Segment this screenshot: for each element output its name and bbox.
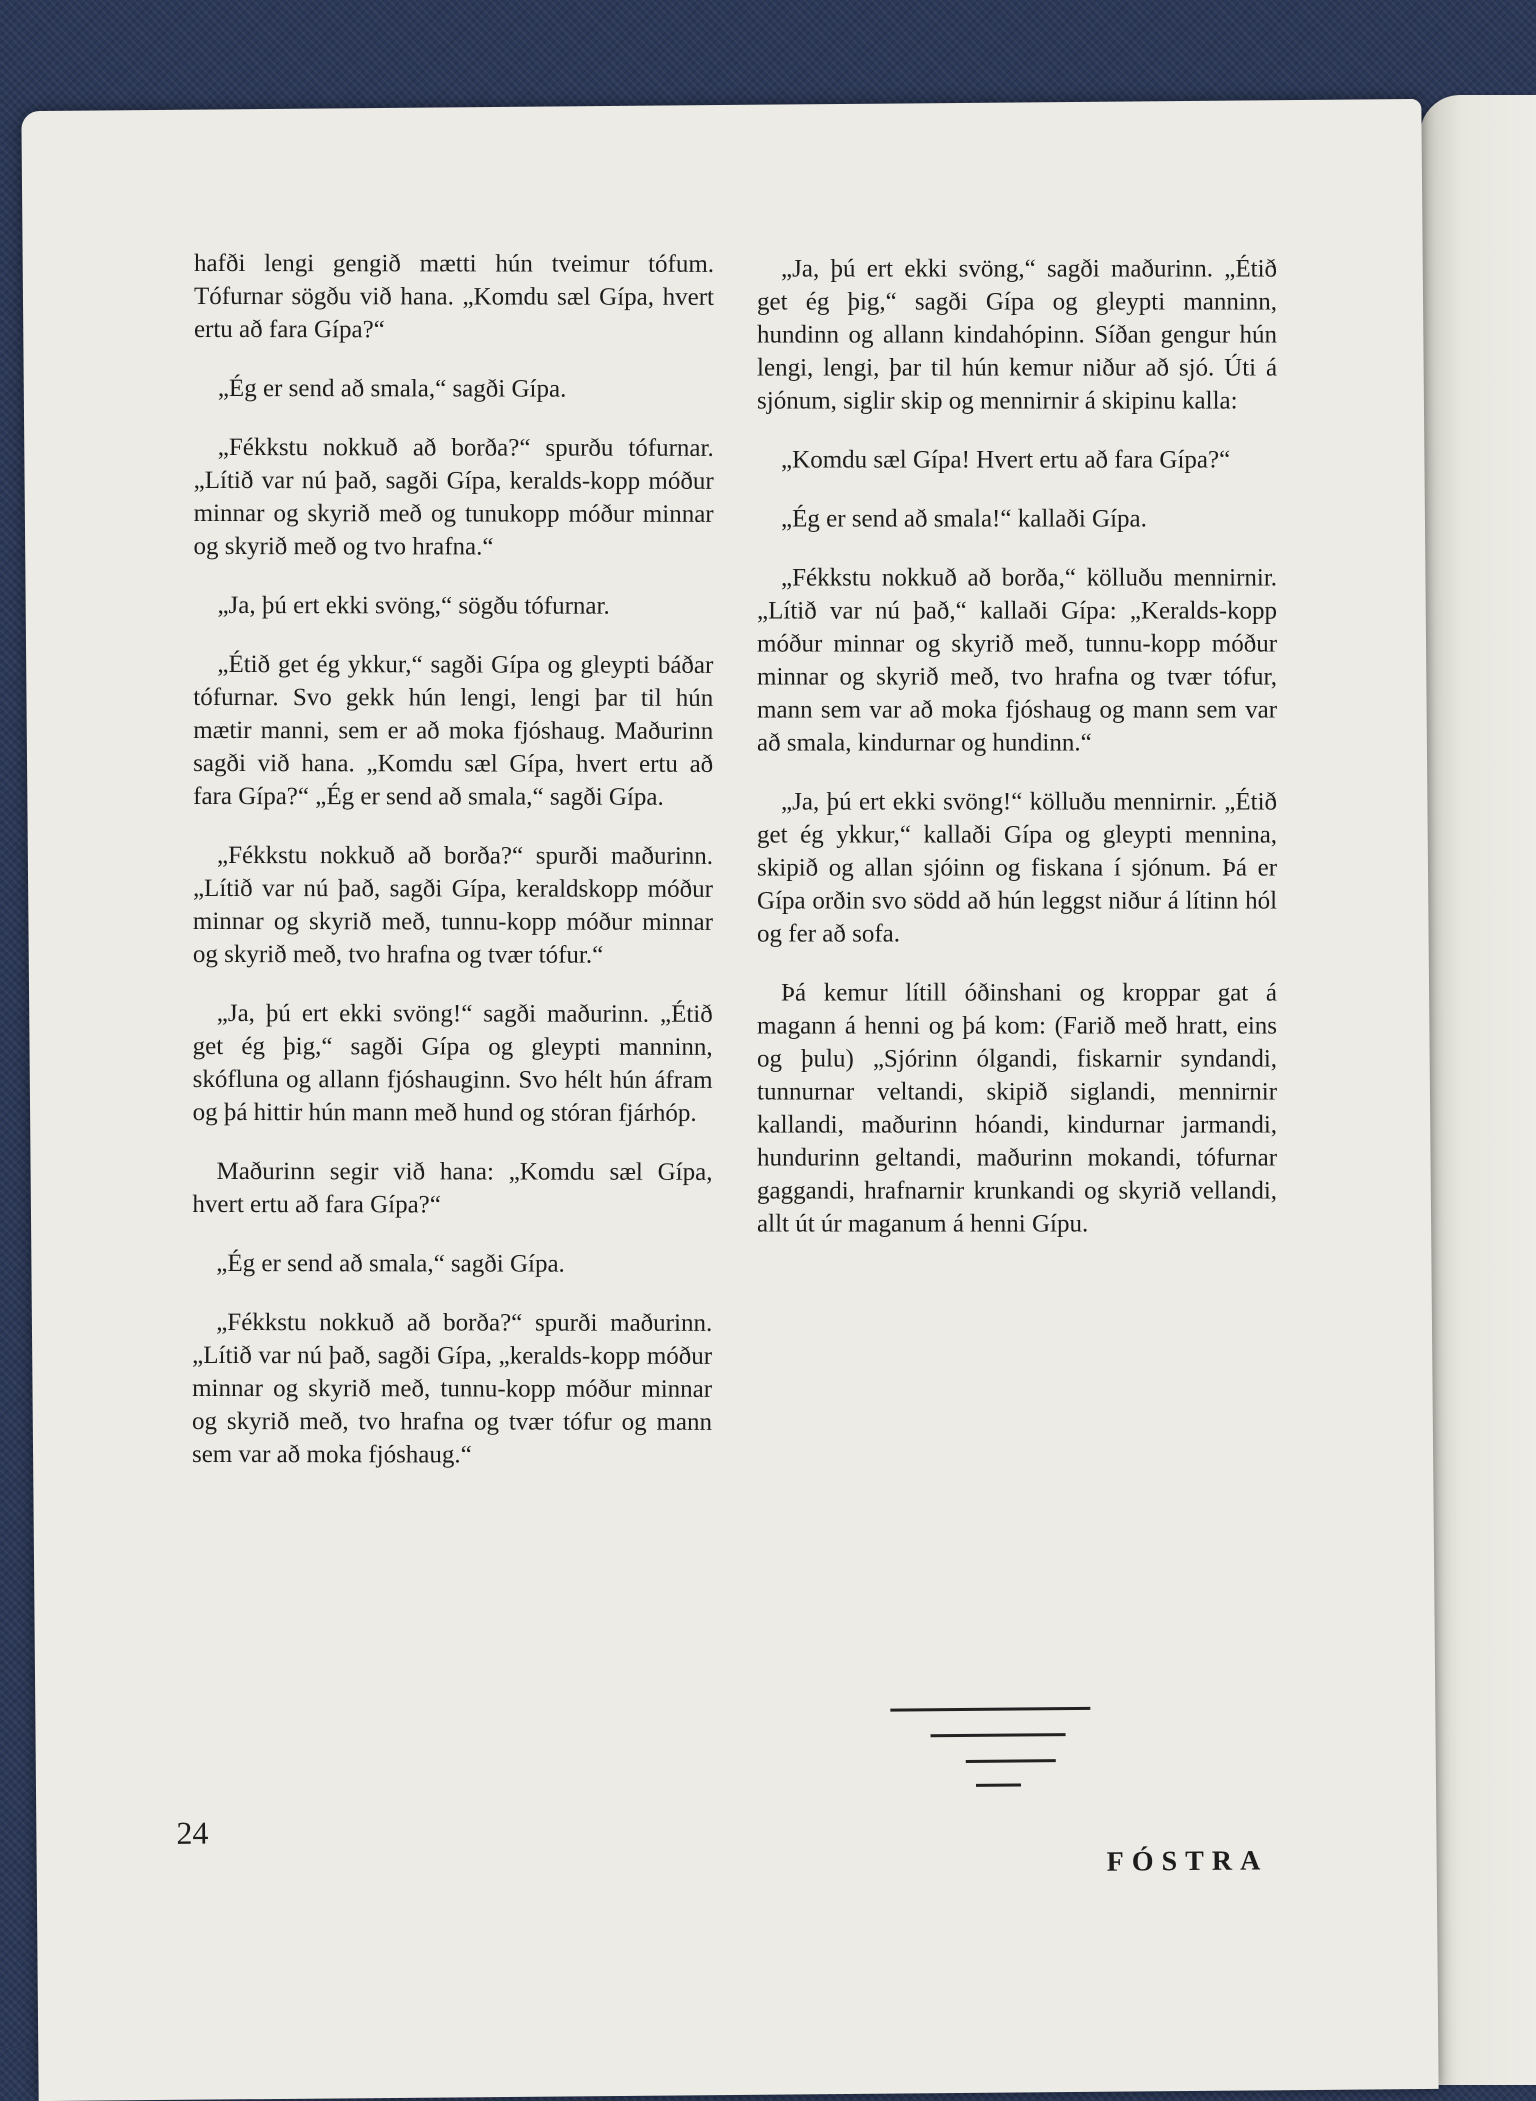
paragraph: „Fékkstu nokkuð að borða?“ spurði maðurinn. „Lítið var nú það, sagði Gípa, „keralds-kopp móður minnar og skyrið með, tunnu-kopp móður minnar og skyrið með, tvo hrafna og tvær tófur og mann sem var að moka fjóshaug.“: [191, 1308, 713, 1469]
paragraph: „Fékkstu nokkuð að borða?“ spurðu tófurnar. „Lítið var nú það, sagði Gípa, keralds-kopp móður minnar og skyrið með og tunukopp móður minnar og skyrið með og tvo hrafna.“: [193, 433, 714, 561]
paragraph: „Ja, þú ert ekki svöng!“ sagði maðurinn. „Étið get ég þig,“ sagði Gípa og gleypti manninn, skófluna og allann fjóshauginn. Svo hélt hún áfram og þá hittir hún mann með hund og stóran fjárhóp.: [192, 999, 713, 1127]
paragraph: „Ég er send að smala,“ sagði Gípa.: [216, 1249, 565, 1278]
ornament-line: [966, 1759, 1056, 1763]
page-number: 24: [176, 1814, 209, 1851]
paragraph: hafði lengi gengið mætti hún tveimur tófum. Tófurnar sögðu við hana. „Komdu sæl Gípa, hvert ertu að fara Gípa?“: [193, 249, 715, 344]
ornament-line: [976, 1783, 1021, 1786]
paragraph: „Komdu sæl Gípa! Hvert ertu að fara Gípa?“: [781, 446, 1231, 474]
paragraph: „Ja, þú ert ekki svöng!“ kölluðu mennirnir. „Étið get ég ykkur,“ kallaði Gípa og gleypti mennina, skipið og allan sjóinn og fiskana í sjónum. Þá er Gípa orðin svo södd að hún leggst niður á lítinn hól og fer að sofa.: [757, 788, 1278, 948]
end-ornament: [890, 1707, 1111, 1799]
paragraph: „Ég er send að smala,“ sagði Gípa.: [217, 374, 567, 403]
ornament-line: [890, 1707, 1090, 1712]
paragraph: Þá kemur lítill óðinshani og kroppar gat á magann á henni og þá kom: (Farið með hratt, eins og þulu) „Sjórinn ólgandi, fiskarnir syndandi, tunnurnar veltandi, skipið siglandi, mennirnir kallandi, maðurinn hóandi, kindurnar jarmandi, hundurinn geltandi, maðurinn mokandi, tófurnar gaggandi, hrafnarnir krunkandi og skyrið vellandi, allt út úr maganum á henni Gípu.: [757, 979, 1278, 1238]
paragraph: „Fékkstu nokkuð að borða?“ spurði maðurinn. „Lítið var nú það, sagði Gípa, keraldskopp móður minnar og skyrið með, tunnu-kopp móður minnar og skyrið með, tvo hrafna og tvær tófur.“: [192, 841, 714, 969]
paragraph: Maðurinn segir við hana: „Komdu sæl Gípa, hvert ertu að fara Gípa?“: [192, 1157, 713, 1219]
ornament-line: [931, 1733, 1066, 1737]
paragraph: „Ég er send að smala!“ kallaði Gípa.: [781, 505, 1147, 533]
paragraph: „Étið get ég ykkur,“ sagði Gípa og gleypti báðar tófurnar. Svo gekk hún lengi, lengi þar til hún mætir manni, sem er að moka fjóshaug. Maðurinn sagði við hana. „Komdu sæl Gípa, hvert ertu að fara Gípa?“ „Ég er send að smala,“ sagði Gípa.: [193, 650, 714, 811]
footer-title: FÓSTRA: [1106, 1845, 1269, 1878]
book-page: [21, 99, 1438, 2101]
left-text-column: [192, 247, 714, 1498]
facing-page-edge: [1420, 95, 1536, 2085]
paragraph: „Fékkstu nokkuð að borða,“ kölluðu mennirnir. „Lítið var nú það,“ kallaði Gípa: „Keralds-kopp móður minnar og skyrið með, tunnu-kopp móður minnar og skyrið með, tvo hrafna og tvær tófur, mann sem var að moka fjóshaug og mann sem var að smala, kindurnar og hundinn.“: [757, 564, 1278, 757]
right-text-column: [757, 252, 1277, 1266]
paragraph: „Ja, þú ert ekki svöng,“ sögðu tófurnar.: [217, 591, 610, 620]
paragraph: „Ja, þú ert ekki svöng,“ sagði maðurinn. „Étið get ég þig,“ sagði Gípa og gleypti manninn, hundinn og allann kindahópinn. Síðan gengur hún lengi, lengi, þar til hún kemur niður að sjó. Úti á sjónum, siglir skip og mennirnir á skipinu kalla:: [757, 255, 1278, 415]
